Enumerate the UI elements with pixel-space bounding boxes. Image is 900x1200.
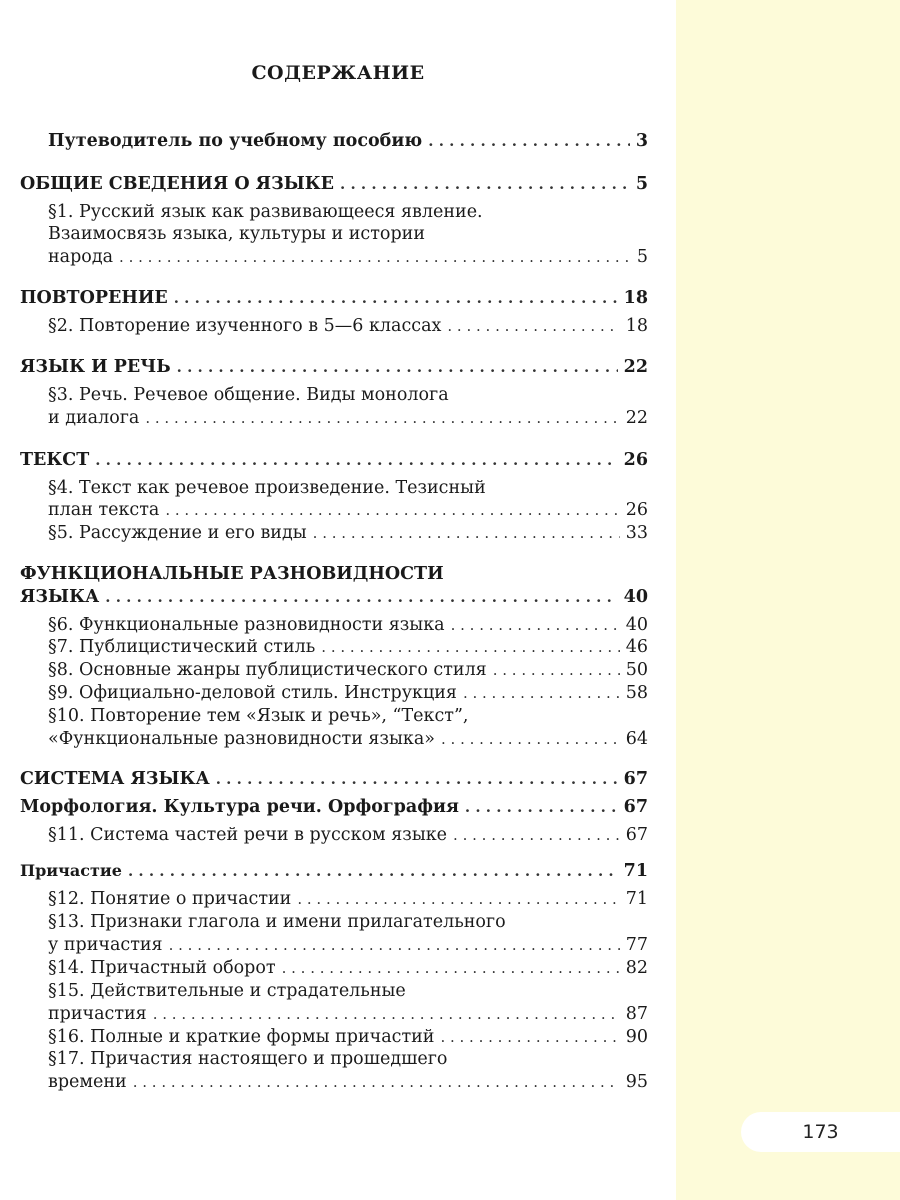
toc-section-heading: ЯЗЫК И РЕЧЬ . . . 22 (20, 355, 648, 379)
toc-entry-line: Взаимосвязь языка, культуры и истории (48, 224, 425, 244)
toc-section-heading: ОБЩИЕ СВЕДЕНИЯ О ЯЗЫКЕ . . . 5 (20, 172, 648, 196)
toc-entry: §7. Публицистический стиль . . . 46 (48, 635, 648, 659)
page-number: 173 (741, 1112, 900, 1152)
toc-entry: §12. Понятие о причастии . . . 71 (48, 887, 648, 911)
toc-entry: §8. Основные жанры публицистического стиля . . . 50 (48, 658, 648, 682)
toc-subsection-heading: Причастие . . . 71 (20, 859, 648, 883)
toc-entry: §16. Полные и краткие формы причастий . . . 90 (48, 1025, 648, 1049)
toc-entry-line: §15. Действительные и страдательные (48, 981, 406, 1001)
toc-section-heading: ПОВТОРЕНИЕ . . . 18 (20, 286, 648, 310)
toc-entry-line: ФУНКЦИОНАЛЬНЫЕ РАЗНОВИДНОСТИ (20, 564, 444, 584)
toc-entry: §9. Официально-деловой стиль. Инструкция . . . 58 (48, 681, 648, 705)
toc-entry-line: §4. Текст как речевое произведение. Тезисный (48, 478, 486, 498)
toc-entry-line: §13. Признаки глагола и имени прилагательного (48, 912, 506, 932)
page-margin-strip (676, 0, 900, 1200)
toc-entry: §6. Функциональные разновидности языка . . . 40 (48, 613, 648, 637)
toc-entry-line: §10. Повторение тем «Язык и речь», “Текст”, (48, 706, 469, 726)
toc-entry: §14. Причастный оборот . . . 82 (48, 956, 648, 980)
toc-entry: у причастия . . . 77 (48, 933, 648, 957)
toc-entry: §2. Повторение изученного в 5—6 классах . . . 18 (48, 314, 648, 338)
toc-entry: народа . . . 5 (48, 245, 648, 269)
toc-section-heading: ЯЗЫКА . . . 40 (20, 585, 648, 609)
toc-entry: «Функциональные разновидности языка» . . . 64 (48, 727, 648, 751)
toc-entry: план текста . . . 26 (48, 498, 648, 522)
toc-entry-line: §17. Причастия настоящего и прошедшего (48, 1049, 448, 1069)
toc-entry: Путеводитель по учебному пособию . . . 3 (48, 129, 648, 153)
toc-section-heading: СИСТЕМА ЯЗЫКА . . . 67 (20, 767, 648, 791)
toc-subsection-heading: Морфология. Культура речи. Орфография . . . 67 (20, 795, 648, 819)
toc-entry: причастия . . . 87 (48, 1002, 648, 1026)
toc-section-heading: ТЕКСТ . . . 26 (20, 448, 648, 472)
page-title: СОДЕРЖАНИЕ (251, 62, 425, 84)
toc-entry: и диалога . . . 22 (48, 406, 648, 430)
toc-entry-line: §1. Русский язык как развивающееся явление. (48, 202, 483, 222)
toc-entry: §5. Рассуждение и его виды . . . 33 (48, 521, 648, 545)
toc-entry: §11. Система частей речи в русском языке . . . 67 (48, 823, 648, 847)
toc-entry: времени . . . 95 (48, 1070, 648, 1094)
toc-entry-line: §3. Речь. Речевое общение. Виды монолога (48, 385, 449, 405)
